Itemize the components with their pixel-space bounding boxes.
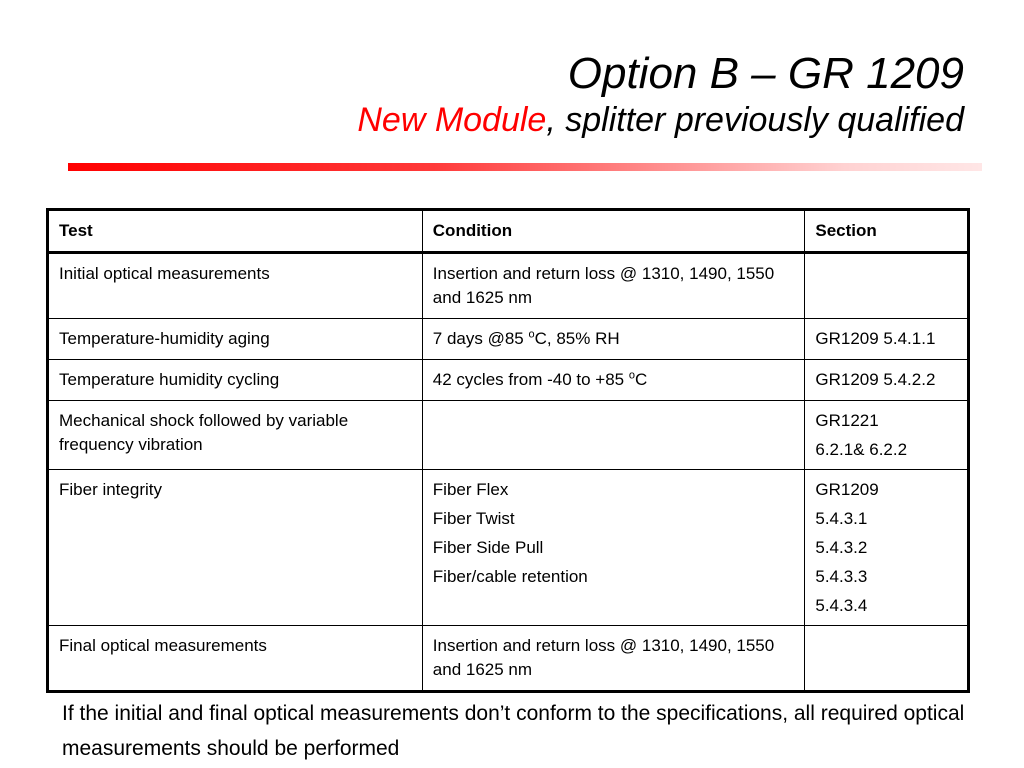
cell-section (805, 626, 969, 692)
cell-section-line: 5.4.3.3 (815, 567, 868, 586)
footnote: If the initial and final optical measurements don’t conform to the specifications, all required optical measurements should be performed (62, 702, 965, 760)
cell-section: GR1209 5.4.1.1 (805, 319, 969, 360)
subtitle-accent: New Module (357, 101, 547, 139)
table-row (48, 470, 969, 626)
cell-section-line: GR1221 (815, 411, 879, 430)
cell-test: Temperature humidity cycling (48, 360, 423, 401)
slide-title: Option B – GR 1209 (567, 49, 964, 98)
cell-test: Temperature-humidity aging (48, 319, 423, 360)
table-body (48, 253, 969, 692)
degree-sup: o (628, 369, 635, 382)
cell-test: Fiber integrity (48, 470, 423, 626)
cell-test: Mechanical shock followed by variable frequency vibration (48, 401, 423, 470)
cell-section (805, 401, 969, 470)
cell-section-line: GR1209 (815, 480, 879, 499)
cell-condition: 42 cycles from -40 to +85 $^o$C (422, 360, 805, 401)
cell-section (805, 470, 969, 626)
table-row (48, 319, 969, 360)
table-row (48, 253, 969, 319)
header-section: Section (805, 210, 969, 253)
cell-condition-line: Fiber/cable retention (432, 567, 588, 586)
header-test: Test (48, 210, 423, 253)
cell-condition-line: Fiber Twist (432, 509, 515, 528)
table-header-row (48, 210, 969, 253)
test-table (46, 208, 970, 693)
degree-sup: o (528, 328, 535, 341)
subtitle-rest: , splitter previously qualified (546, 101, 964, 139)
table-row (48, 360, 969, 401)
cell-section: GR1209 5.4.2.2 (805, 360, 969, 401)
cell-condition: Insertion and return loss @ 1310, 1490, 1550 and 1625 nm (422, 626, 805, 692)
cell-section-line: 6.2.1& 6.2.2 (815, 440, 908, 459)
cell-condition-line: Fiber Side Pull (432, 538, 544, 557)
cell-test: Final optical measurements (48, 626, 423, 692)
header-condition: Condition (422, 210, 805, 253)
cell-section-line: 5.4.3.1 (815, 509, 868, 528)
table-row (48, 401, 969, 470)
cell-condition: 7 days @85 $^o$C, 85% RH (422, 319, 805, 360)
cell-section-line: 5.4.3.2 (815, 538, 868, 557)
title-divider (68, 163, 982, 171)
cell-condition: Insertion and return loss @ 1310, 1490, 1550 and 1625 nm (422, 253, 805, 319)
table-row (48, 626, 969, 692)
title-block (357, 48, 964, 140)
cell-section-line: 5.4.3.4 (815, 596, 868, 615)
cell-condition (422, 401, 805, 470)
cell-condition (422, 470, 805, 626)
cell-condition-line: Fiber Flex (432, 480, 509, 499)
cell-section (805, 253, 969, 319)
slide-subtitle (357, 100, 964, 140)
cell-test: Initial optical measurements (48, 253, 423, 319)
